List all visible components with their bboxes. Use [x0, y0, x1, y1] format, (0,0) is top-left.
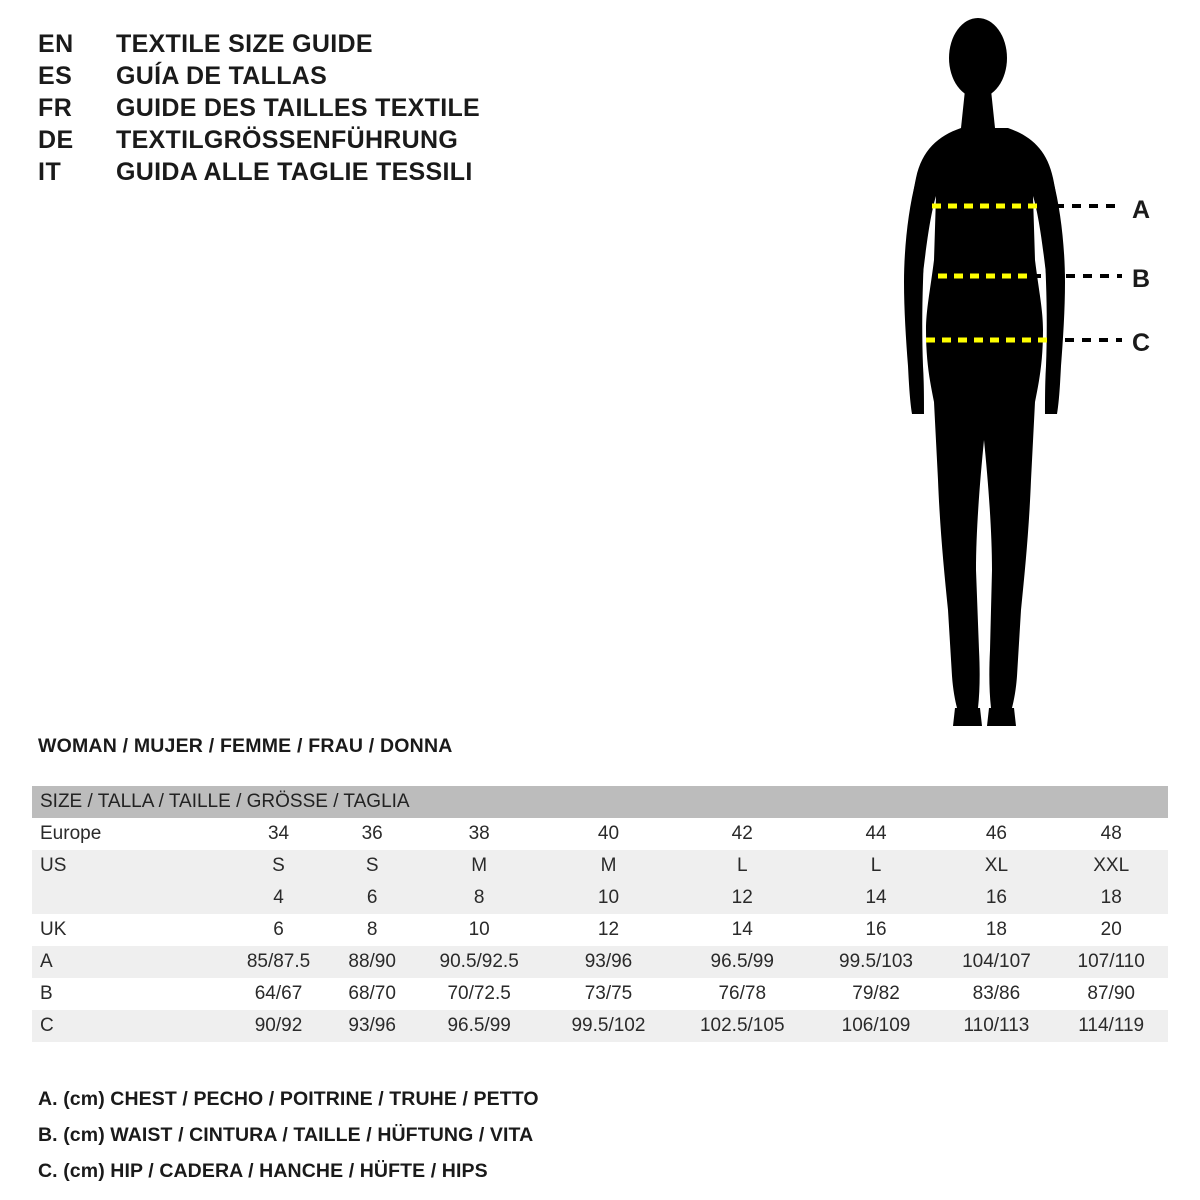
row-label-b: B: [32, 978, 225, 1010]
cell: 83/86: [938, 978, 1054, 1010]
language-code-es: ES: [38, 62, 73, 90]
table-row: [32, 882, 1168, 914]
cell: 16: [814, 914, 939, 946]
language-text-de: TEXTILGRÖSSENFÜHRUNG: [116, 126, 459, 154]
cell: 110/113: [938, 1010, 1054, 1042]
cell: M: [546, 850, 671, 882]
cell: 87/90: [1054, 978, 1168, 1010]
cell: 14: [814, 882, 939, 914]
cell: 93/96: [546, 946, 671, 978]
cell: 6: [225, 914, 332, 946]
cell: 34: [225, 818, 332, 850]
cell: 44: [814, 818, 939, 850]
cell: 93/96: [332, 1010, 412, 1042]
table-header-label: SIZE / TALLA / TAILLE / GRÖSSE / TAGLIA: [32, 786, 1168, 818]
cell: 96.5/99: [671, 946, 814, 978]
cell: 64/67: [225, 978, 332, 1010]
table-row: [32, 1010, 1168, 1042]
cell: 40: [546, 818, 671, 850]
language-title-block: [38, 30, 558, 190]
cell: 107/110: [1054, 946, 1168, 978]
cell: 36: [332, 818, 412, 850]
cell: M: [412, 850, 546, 882]
table-row: [32, 946, 1168, 978]
cell: XXL: [1054, 850, 1168, 882]
row-label-uk: UK: [32, 914, 225, 946]
cell: 38: [412, 818, 546, 850]
cell: 10: [412, 914, 546, 946]
cell: XL: [938, 850, 1054, 882]
cell: 102.5/105: [671, 1010, 814, 1042]
language-code-de: DE: [38, 126, 74, 154]
cell: 8: [412, 882, 546, 914]
cell: 6: [332, 882, 412, 914]
language-row: [38, 126, 558, 155]
row-label-us-numeric: [32, 882, 225, 914]
language-text-en: TEXTILE SIZE GUIDE: [116, 30, 373, 58]
language-text-es: GUÍA DE TALLAS: [116, 62, 328, 90]
cell: 16: [938, 882, 1054, 914]
cell: 85/87.5: [225, 946, 332, 978]
table-row: [32, 978, 1168, 1010]
table-row: [32, 818, 1168, 850]
row-label-a: A: [32, 946, 225, 978]
section-title-woman: WOMAN / MUJER / FEMME / FRAU / DONNA: [38, 735, 453, 757]
cell: 70/72.5: [412, 978, 546, 1010]
cell: 104/107: [938, 946, 1054, 978]
table-row: [32, 914, 1168, 946]
cell: 99.5/102: [546, 1010, 671, 1042]
measure-label-b: B: [1132, 265, 1151, 293]
cell: 96.5/99: [412, 1010, 546, 1042]
footnotes-block: [38, 1088, 539, 1196]
cell: 68/70: [332, 978, 412, 1010]
cell: 12: [546, 914, 671, 946]
woman-silhouette-figure: [860, 10, 1190, 740]
cell: 4: [225, 882, 332, 914]
table-header-row: [32, 786, 1168, 818]
language-row: [38, 94, 558, 123]
cell: 42: [671, 818, 814, 850]
cell: 73/75: [546, 978, 671, 1010]
cell: 88/90: [332, 946, 412, 978]
cell: 48: [1054, 818, 1168, 850]
cell: 114/119: [1054, 1010, 1168, 1042]
cell: S: [332, 850, 412, 882]
cell: 18: [938, 914, 1054, 946]
language-row: [38, 30, 558, 59]
row-label-europe: Europe: [32, 818, 225, 850]
cell: 12: [671, 882, 814, 914]
language-code-fr: FR: [38, 94, 73, 122]
language-row: [38, 62, 558, 91]
cell: 46: [938, 818, 1054, 850]
cell: 20: [1054, 914, 1168, 946]
cell: 90/92: [225, 1010, 332, 1042]
size-table: [32, 786, 1168, 1042]
cell: 10: [546, 882, 671, 914]
footnote-c: C. (cm) HIP / CADERA / HANCHE / HÜFTE / HIPS: [38, 1160, 488, 1182]
cell: 8: [332, 914, 412, 946]
cell: 106/109: [814, 1010, 939, 1042]
table-row: [32, 850, 1168, 882]
row-label-us: US: [32, 850, 225, 882]
footnote-a: A. (cm) CHEST / PECHO / POITRINE / TRUHE / PETTO: [38, 1088, 539, 1110]
row-label-c: C: [32, 1010, 225, 1042]
cell: L: [814, 850, 939, 882]
language-code-en: EN: [38, 30, 74, 58]
language-text-it: GUIDA ALLE TAGLIE TESSILI: [116, 158, 473, 186]
cell: 18: [1054, 882, 1168, 914]
cell: 99.5/103: [814, 946, 939, 978]
cell: 79/82: [814, 978, 939, 1010]
language-text-fr: GUIDE DES TAILLES TEXTILE: [116, 94, 481, 122]
language-code-it: IT: [38, 158, 62, 186]
language-row: [38, 158, 558, 187]
silhouette-svg: [860, 10, 1190, 740]
cell: 90.5/92.5: [412, 946, 546, 978]
cell: 14: [671, 914, 814, 946]
measure-label-c: C: [1132, 329, 1151, 357]
cell: L: [671, 850, 814, 882]
footnote-b: B. (cm) WAIST / CINTURA / TAILLE / HÜFTUNG / VITA: [38, 1124, 534, 1146]
cell: S: [225, 850, 332, 882]
measure-label-a: A: [1132, 196, 1151, 224]
cell: 76/78: [671, 978, 814, 1010]
